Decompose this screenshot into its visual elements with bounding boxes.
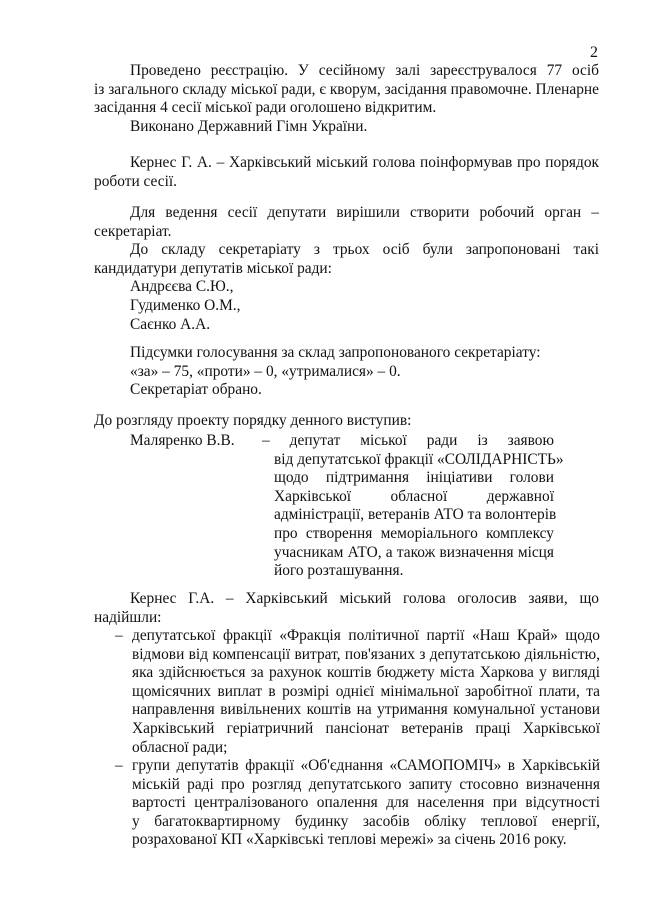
text-line: учасникам АТО, а також визначення місця bbox=[274, 543, 554, 561]
text-line: міській раді про розгляд депутатського запиту стосовно визначення bbox=[132, 775, 600, 793]
text-line: відмови від компенсації витрат, пов'язаних з депутатською діяльністю, bbox=[132, 645, 600, 663]
text-line: роботи сесії. bbox=[94, 172, 177, 190]
kernes-announce-paragraph bbox=[94, 590, 599, 627]
page-number: 2 bbox=[590, 44, 598, 61]
text-line: секретаріат. bbox=[94, 222, 172, 240]
vote-paragraph bbox=[94, 344, 599, 400]
text-line: групи депутатів фракції «Об'єднання «САМОПОМІЧ» в Харківській bbox=[132, 757, 600, 774]
text-line: надійшли: bbox=[94, 608, 162, 626]
text-line: Для ведення сесії депутати вирішили створити робочий орган – bbox=[130, 204, 599, 221]
text-line: щомісячних виплат в розмірі однієї мінімальної заробітної плати, та bbox=[132, 682, 600, 700]
text-line: у багатоквартирному будинку засобів обліку теплової енергії, bbox=[132, 812, 600, 830]
text-line: його розташування. bbox=[274, 562, 404, 580]
speaker-statement bbox=[262, 432, 564, 581]
candidate-item: Андрєєва С.Ю., bbox=[130, 278, 234, 296]
secretariat-paragraph bbox=[94, 204, 599, 334]
text-line: щодо підтримання ініціативи голови bbox=[274, 469, 554, 487]
text-line: кандидатури депутатів міської ради: bbox=[94, 259, 332, 277]
bullet-item bbox=[132, 627, 600, 757]
text-line: Підсумки голосування за склад запропонованого секретаріату: bbox=[130, 344, 541, 361]
text-line: До розгляду проекту порядку денного виступив: bbox=[94, 412, 412, 429]
text-line: Кернес Г. А. – Харківський міський голова поінформував про порядок bbox=[130, 154, 599, 171]
text-line: Виконано Державний Гімн України. bbox=[130, 117, 368, 135]
bullet-item bbox=[132, 757, 600, 850]
candidate-item: Гудименко О.М., bbox=[130, 296, 241, 314]
text-line: яка здійснюється за рахунок коштів бюджету міста Харкова у вигляді bbox=[132, 664, 600, 682]
text-line: Проведено реєстрацію. У сесійному залі зареєструвалося 77 осіб bbox=[130, 62, 599, 79]
agenda-intro bbox=[94, 412, 599, 431]
text-line: вартості централізованого опалення для населення при відсутності bbox=[132, 794, 600, 812]
text-line: від депутатської фракції «СОЛІДАРНІСТЬ» bbox=[274, 450, 564, 468]
kernes-info-paragraph bbox=[94, 154, 599, 191]
text-line: депутатської фракції «Фракція політичної партії «Наш Край» щодо bbox=[132, 627, 600, 644]
text-line: направлення вивільнених коштів на утримання комунальної установи bbox=[132, 701, 600, 719]
text-line: Харківський геріатричний пансіонат ветеранів праці Харківської bbox=[132, 719, 600, 737]
text-line: Секретаріат обрано. bbox=[130, 381, 262, 399]
text-line: засідання 4 сесії міської ради оголошено відкритим. bbox=[94, 99, 437, 117]
text-line: про створення меморіального комплексу bbox=[274, 524, 554, 542]
text-line: До складу секретаріату з трьох осіб були запропоновані такі bbox=[130, 241, 599, 259]
text-line: обласної ради; bbox=[132, 738, 228, 756]
text-line: адміністрації, ветеранів АТО та волонтерів bbox=[274, 506, 557, 524]
speaker-name: Маляренко В.В. bbox=[130, 432, 235, 449]
text-line: Харківської обласної державної bbox=[274, 487, 554, 505]
text-line: «за» – 75, «проти» – 0, «утрималися» – 0. bbox=[130, 362, 401, 380]
text-line: розрахованої КП «Харківські теплові мережі» за січень 2016 року. bbox=[132, 831, 567, 849]
text-line: Кернес Г.А. – Харківський міський голова оголосив заяви, що bbox=[130, 590, 599, 607]
bullet-marker: – bbox=[115, 757, 123, 774]
bullet-marker: – bbox=[115, 627, 123, 644]
registration-paragraph bbox=[94, 62, 599, 136]
candidate-item: Саєнко А.А. bbox=[130, 315, 211, 333]
text-line: – депутат міської ради із заявою bbox=[262, 432, 554, 449]
text-line: із загального складу міської ради, є кворум, засідання правомочне. Пленарне bbox=[94, 80, 599, 98]
